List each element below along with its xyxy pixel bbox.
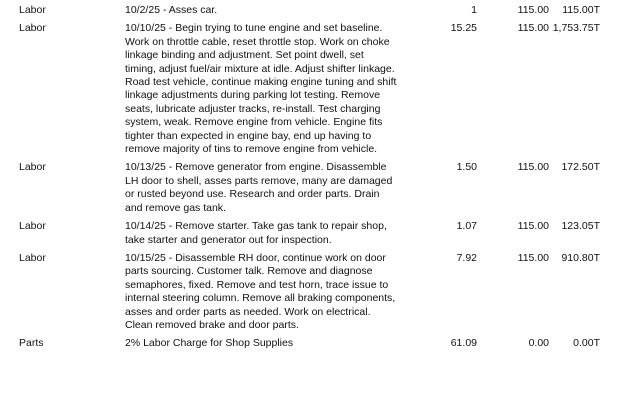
item-amount: 123.05T <box>561 220 600 233</box>
item-description: 10/14/25 - Remove starter. Take gas tank to repair shop, take starter and generator out for inspection. <box>125 220 387 246</box>
item-quantity: 61.09 <box>450 337 477 350</box>
item-rate: 115.00 <box>517 161 549 174</box>
invoice-line-items-table <box>0 4 620 351</box>
item-quantity: 1 <box>471 4 477 16</box>
item-description: 10/13/25 - Remove generator from engine. Disassemble LH door to shell, asses parts remove, many are damaged or rusted beyond use. Research and order parts. Drain and remove gas tank. <box>125 161 393 214</box>
item-type: Labor <box>19 22 46 35</box>
table-row <box>0 22 620 156</box>
table-row <box>0 337 620 350</box>
item-description: 10/15/25 - Disassemble RH door, continue work on door parts sourcing. Customer talk. Remove and diagnose semaphores, fixed. Remove and test horn, trace issue to internal steering column. Remove all braking components, asses and order parts as needed. Work on electrical. Clean removed brake and door parts. <box>125 251 396 331</box>
item-type: Labor <box>19 161 46 174</box>
item-rate: 0.00 <box>528 337 549 350</box>
item-type: Labor <box>19 4 46 16</box>
table-row <box>0 220 620 247</box>
item-type: Labor <box>19 220 46 233</box>
item-type: Labor <box>19 251 46 264</box>
table-row <box>0 252 620 332</box>
item-rate: 115.00 <box>517 220 549 233</box>
item-rate: 115.00 <box>517 4 549 16</box>
item-rate: 115.00 <box>517 251 549 264</box>
item-amount: 1,753.75T <box>552 22 600 35</box>
item-amount: 115.00T <box>562 4 600 16</box>
item-type: Parts <box>19 337 44 350</box>
item-quantity: 7.92 <box>456 251 477 264</box>
item-amount: 0.00T <box>573 337 600 350</box>
table-row <box>0 161 620 215</box>
item-amount: 172.50T <box>561 161 600 174</box>
table-row <box>0 4 620 17</box>
item-quantity: 1.50 <box>456 161 477 174</box>
item-quantity: 15.25 <box>450 22 477 35</box>
item-description: 10/10/25 - Begin trying to tune engine and set baseline. Work on throttle cable, reset throttle stop. Work on choke linkage binding and adjustment. Set point dwell, set timing, adjust fuel/air mixture at idle. Adjust shifter linkage. Road test vehicle, continue making engine tuning and shift linkage adjustments during parking lot testing. Remove seats, lubricate adjuster tracks, re-install. Test charging system, weak. Remove engine from vehicle. Engine fits tighter than expected in engine bay, end up having to remove majority of tins to remove engine from vehicle. <box>125 22 397 156</box>
item-quantity: 1.07 <box>456 220 477 233</box>
item-rate: 115.00 <box>517 22 549 35</box>
item-description: 2% Labor Charge for Shop Supplies <box>125 337 294 350</box>
item-amount: 910.80T <box>561 251 600 264</box>
item-description: 10/2/25 - Asses car. <box>125 4 218 16</box>
